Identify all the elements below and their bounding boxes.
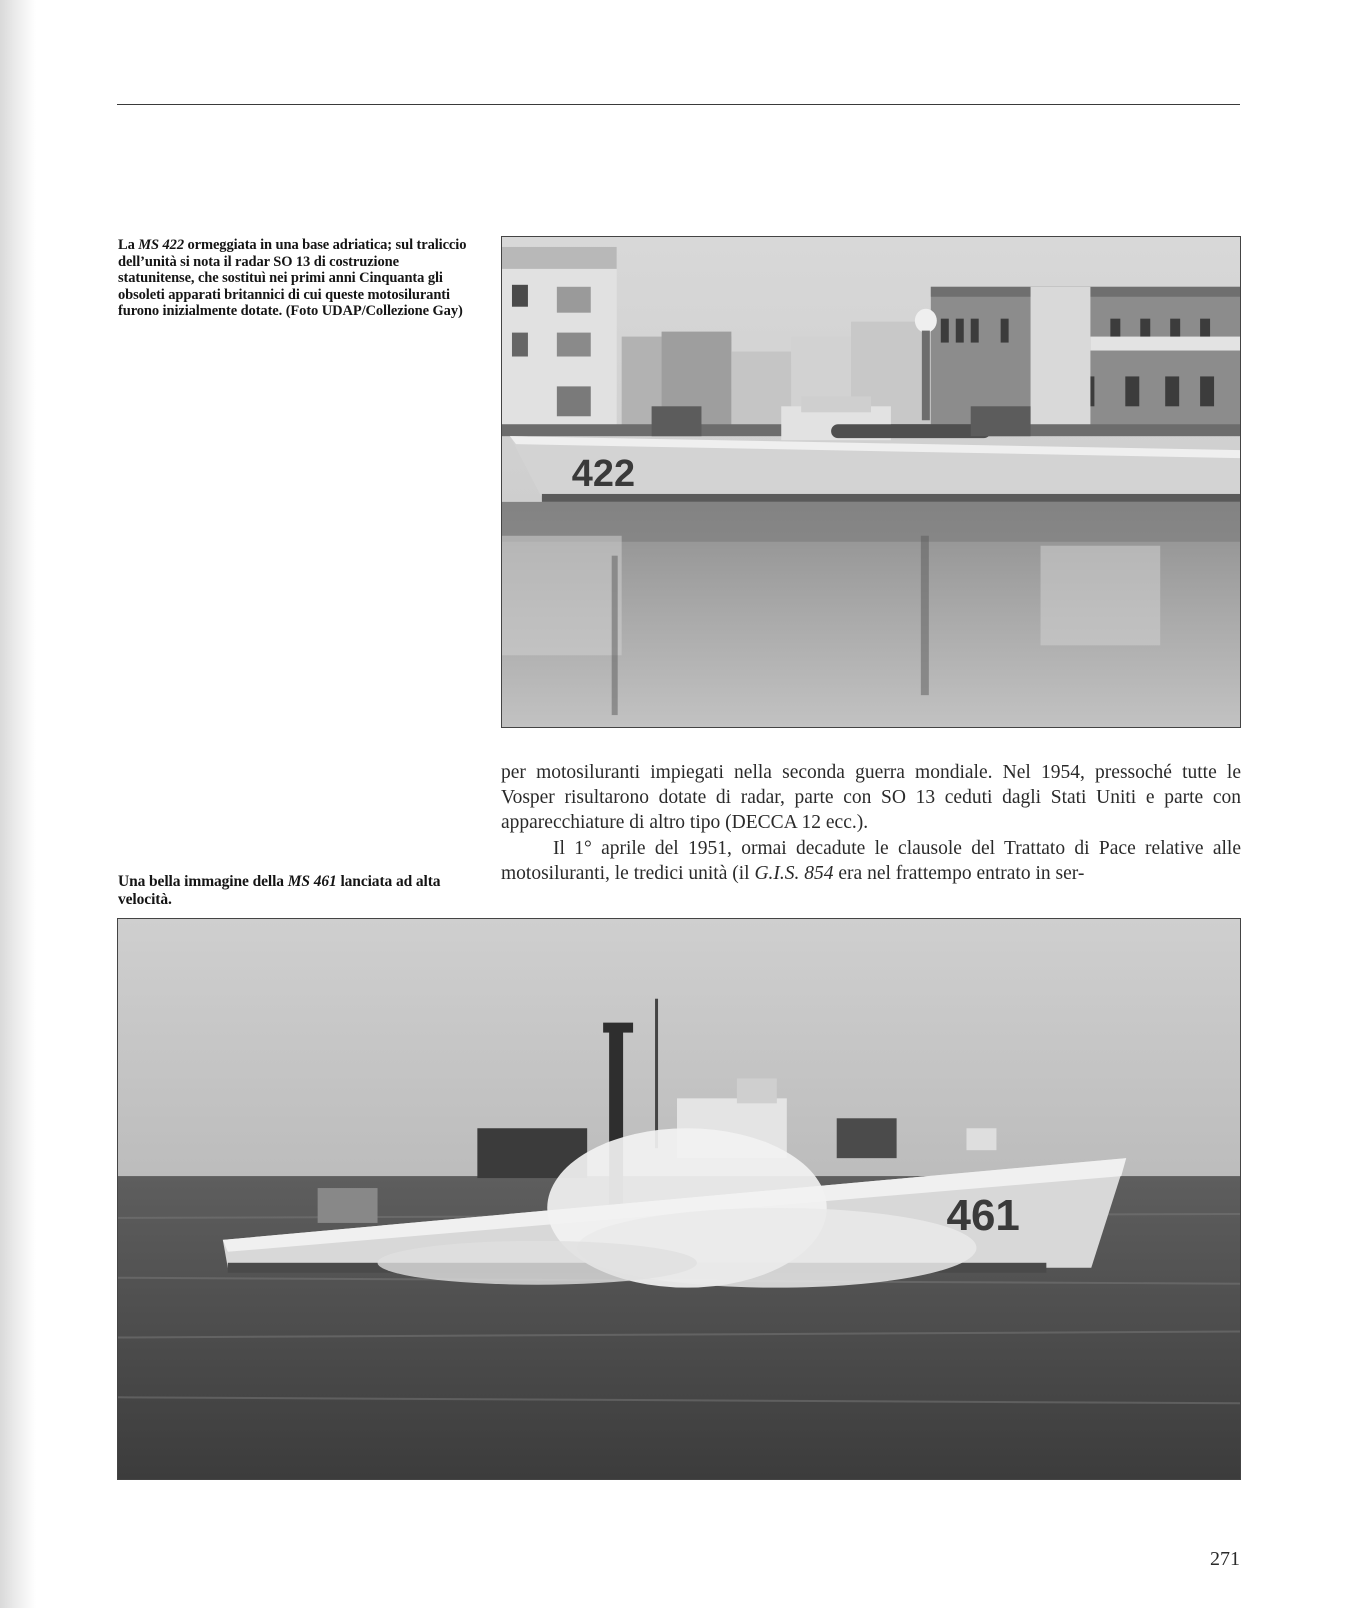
vessel-name: MS 461 [287, 873, 337, 890]
caption-ms422 [118, 237, 473, 320]
paragraph-text: Il 1° aprile del 1951, ormai decadute le clausole del Trattato di Pace relative alle motosiluranti, le tredici unità (il [501, 837, 1241, 884]
hull-number-422: 422 [571, 453, 636, 495]
paragraph-2 [501, 836, 1241, 886]
caption-text: ormeggiata in una base adriatica; sul traliccio dell’unità si nota il radar SO 13 di costruzione statunitense, che sostituì nei primi anni Cinquanta gli obsoleti apparati britannici di cui queste motosiluranti furono inizialmente dotate. (Foto UDAP/Collezione Gay) [118, 237, 467, 320]
photo-ms422-image [502, 237, 1240, 727]
photo-ms461-underway [117, 918, 1241, 1480]
caption-text: Una bella immagine della [118, 873, 288, 890]
vessel-name: MS 422 [138, 237, 184, 253]
caption-text: lanciata ad alta velocità. [118, 873, 441, 908]
photo-ms461-image [118, 919, 1240, 1479]
paragraph-text: era nel frattempo entrato in ser- [833, 862, 1085, 884]
vessel-name: G.I.S. 854 [754, 862, 834, 884]
page-gutter-shadow [0, 0, 36, 1608]
body-text [501, 760, 1241, 886]
caption-ms461 [118, 873, 463, 908]
caption-text: La [118, 237, 139, 253]
header-rule [117, 104, 1240, 105]
paragraph-1: per motosiluranti impiegati nella seconda guerra mondiale. Nel 1954, pressoché tutte le Vosper risultarono dotate di radar, parte con SO 13 ceduti dagli Stati Uniti e parte con apparecchiature di altro tipo (DECCA 12 ecc.). [501, 762, 1241, 834]
photo-ms422-moored [501, 236, 1241, 728]
hull-number-461: 461 [946, 1190, 1020, 1240]
page-number: 271 [1210, 1548, 1240, 1570]
